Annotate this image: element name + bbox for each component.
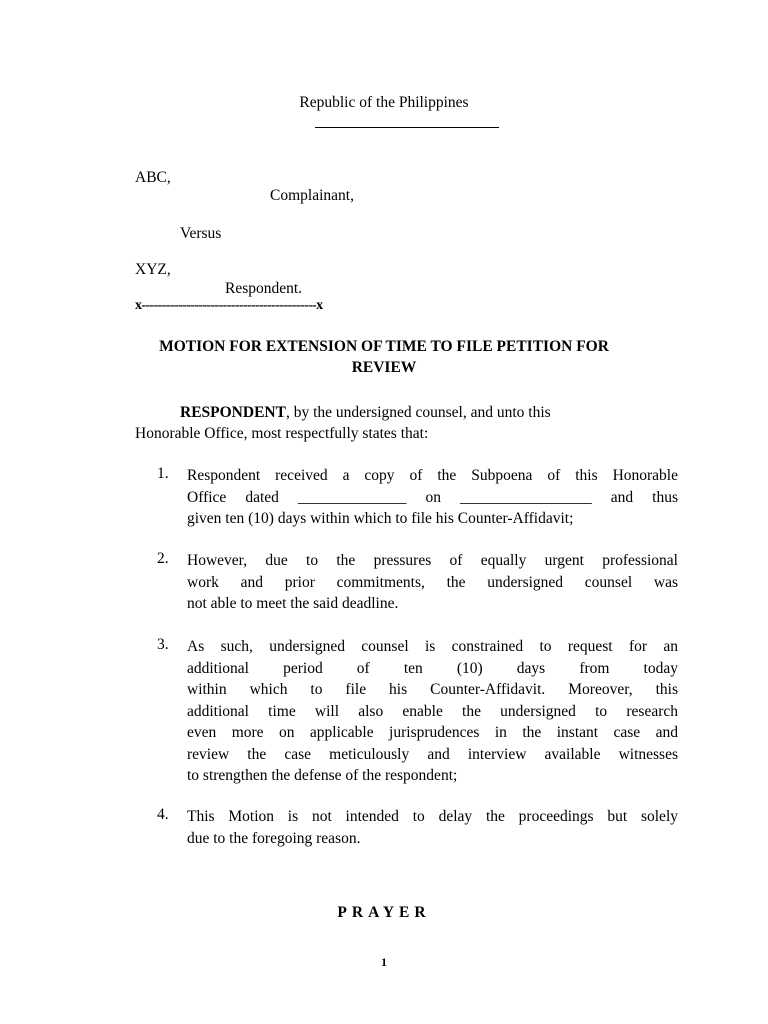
item-line: This Motion is not intended to delay the proceedings but solely [187, 808, 678, 825]
respondent-lead: RESPONDENT [180, 404, 286, 421]
item-number: 4. [157, 806, 169, 823]
motion-title-line2: REVIEW [351, 359, 417, 376]
item-line: additional time will also enable the undersigned to research [187, 702, 678, 720]
versus-label: Versus [180, 225, 222, 242]
complainant-label: Complainant, [270, 187, 354, 204]
item-line: As such, undersigned counsel is constrained to request for an [187, 638, 678, 655]
item-number: 2. [157, 550, 169, 567]
intro-paragraph [135, 402, 678, 444]
item-number: 3. [157, 636, 169, 653]
page-number: 1 [381, 955, 387, 969]
complainant-name: ABC, [135, 169, 171, 186]
item-line: However, due to the pressures of equally urgent professional [187, 552, 678, 569]
caption-separator: x-------------------------------------------x [135, 298, 323, 313]
republic-heading: Republic of the Philippines [299, 94, 469, 111]
item-line: work and prior commitments, the undersigned counsel was [187, 573, 678, 591]
respondent-name: XYZ, [135, 261, 171, 278]
intro-line2: Honorable Office, most respectfully states that: [135, 425, 429, 442]
item-line: not able to meet the said deadline. [187, 595, 399, 612]
respondent-label: Respondent. [225, 280, 303, 297]
item-line: due to the foregoing reason. [187, 829, 361, 847]
item-number: 1. [157, 465, 169, 482]
court-name-blank-line [315, 127, 499, 128]
item-line: given ten (10) days within which to file his Counter-Affidavit; [187, 510, 574, 527]
item-line: review the case meticulously and interview available witnesses [187, 745, 678, 763]
item-line: within which to file his Counter-Affidavit. Moreover, this [187, 681, 678, 698]
item-line: Office dated ______________ on _________________ and thus [187, 488, 678, 506]
motion-title-line1: MOTION FOR EXTENSION OF TIME TO FILE PETITION FOR [159, 338, 609, 355]
item-line: additional period of ten (10) days from today [187, 659, 678, 677]
intro-line1-rest: , by the undersigned counsel, and unto this [285, 404, 551, 421]
item-line: Respondent received a copy of the Subpoena of this Honorable [187, 467, 678, 484]
prayer-heading: PRAYER [337, 904, 431, 921]
item-line: to strengthen the defense of the respondent; [187, 767, 458, 784]
item-line: even more on applicable jurisprudences in the instant case and [187, 724, 678, 741]
